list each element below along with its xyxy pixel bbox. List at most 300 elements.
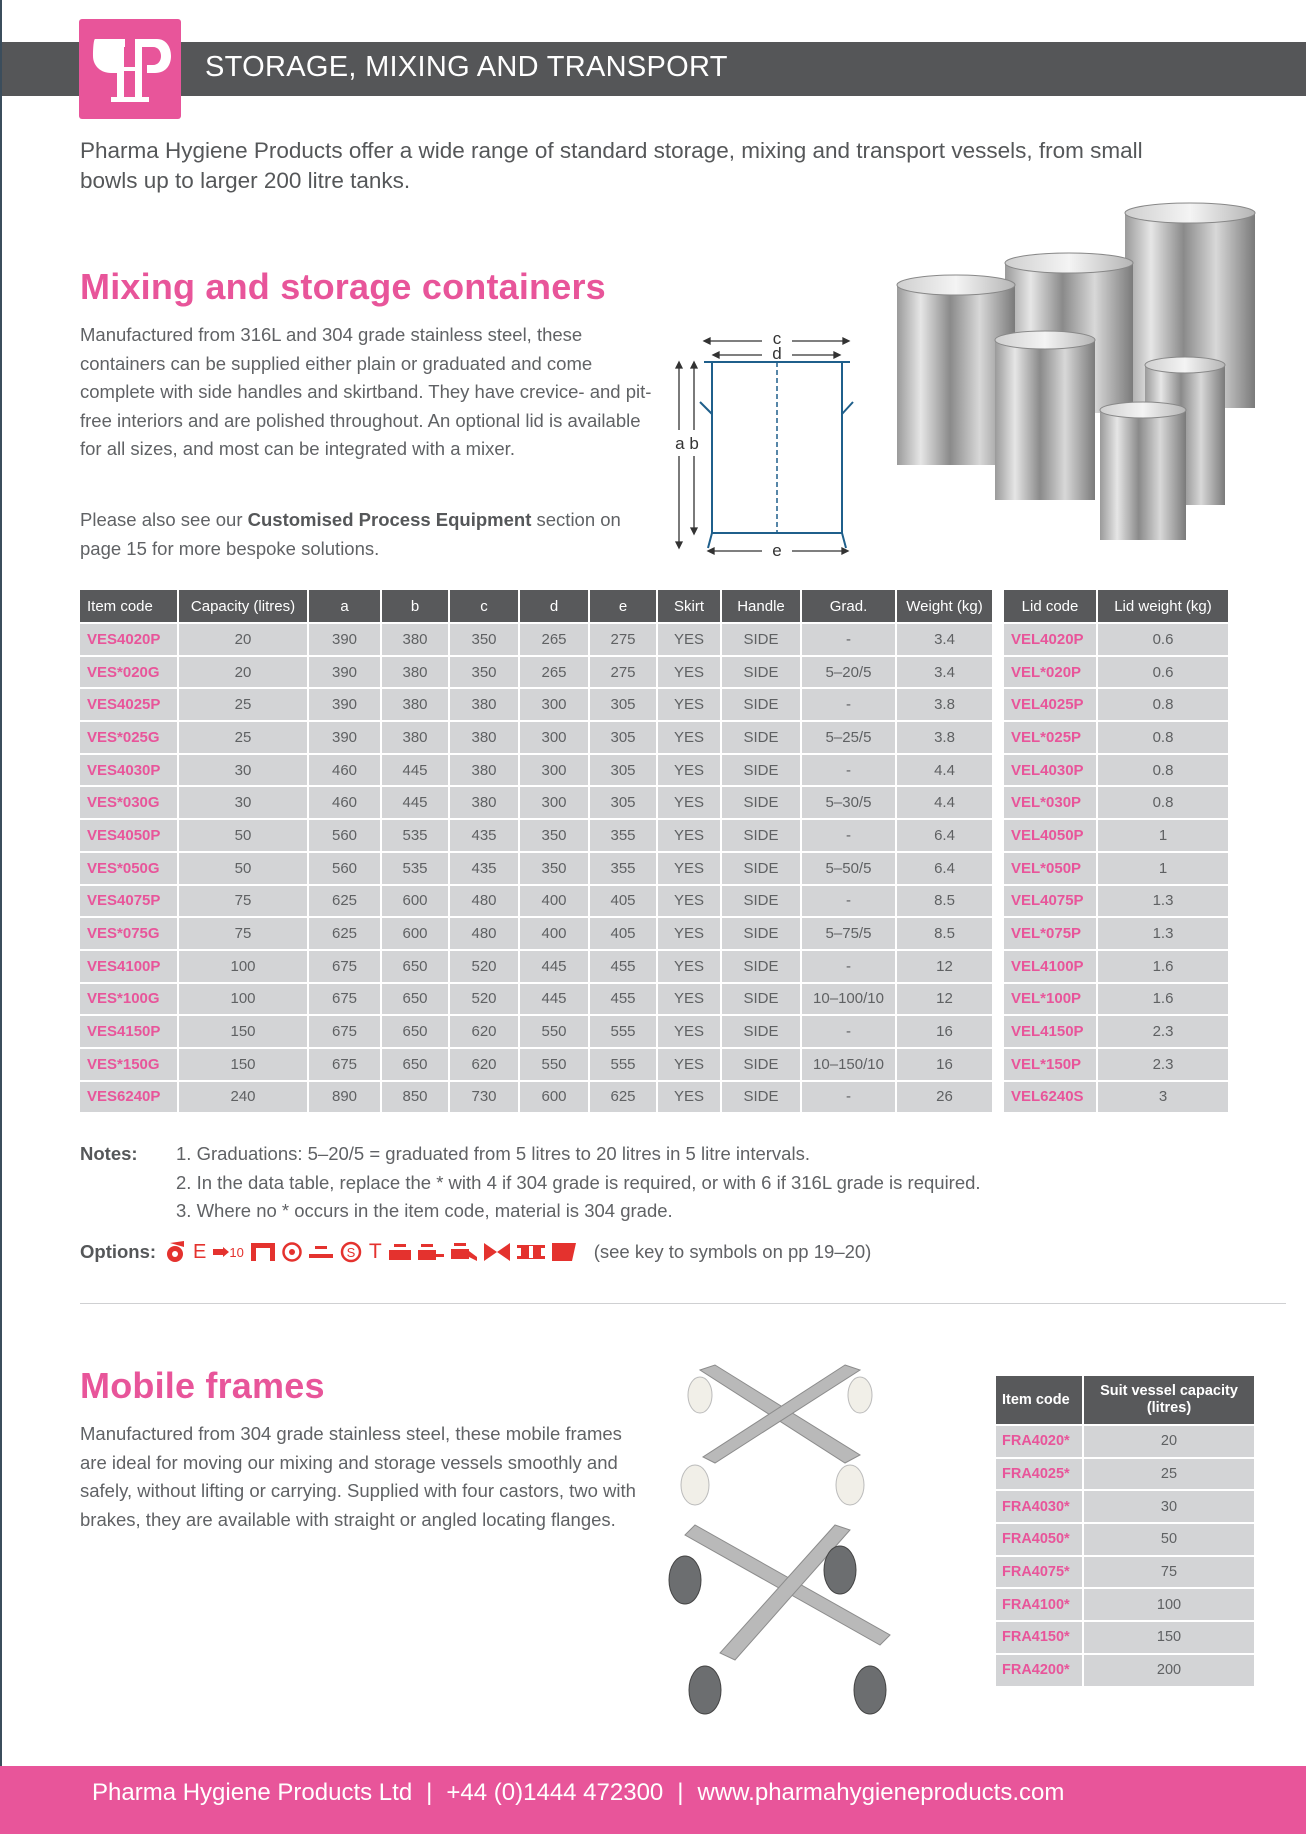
cell-e: 305: [590, 689, 656, 720]
table-row: [80, 951, 1228, 982]
options-icons: [166, 1240, 576, 1264]
cell-b: 600: [382, 886, 448, 917]
cell-suit-capacity: 75: [1084, 1557, 1254, 1588]
cell-e: 455: [590, 951, 656, 982]
table-gap: [994, 689, 1002, 720]
footer-website-link[interactable]: www.pharmahygieneproducts.com: [697, 1779, 1065, 1806]
note-1: 1. Graduations: 5–20/5 = graduated from 5 litres to 20 litres in 5 litre intervals.: [176, 1143, 810, 1164]
cell-b: 445: [382, 755, 448, 786]
cell-a: 675: [309, 951, 380, 982]
cell-lid-weight: 1: [1098, 853, 1228, 884]
brand-logo: [79, 19, 181, 119]
cell-skirt: YES: [658, 787, 720, 818]
containers-description: Manufactured from 316L and 304 grade stainless steel, these containers can be supplied either plain or graduated and come complete with side handles and skirtband. They have crevice- and pit-free interiors and are polished throughout. An optional lid is available for all sizes, and most can be integrated with a mixer.: [80, 324, 652, 459]
cell-lid-code: VEL*020P: [1004, 657, 1096, 688]
table-gap: [994, 918, 1002, 949]
col-skirt: Skirt: [658, 590, 720, 622]
cell-lid-weight: 0.6: [1098, 624, 1228, 655]
cell-lid-code: VEL4100P: [1004, 951, 1096, 982]
cell-grad: 5–20/5: [802, 657, 895, 688]
table-gap: [994, 657, 1002, 688]
col-e: e: [590, 590, 656, 622]
bracket-icon: [251, 1243, 275, 1261]
cell-frame-code: FRA4025*: [996, 1459, 1082, 1490]
cell-lid-weight: 2.3: [1098, 1016, 1228, 1047]
cell-handle: SIDE: [722, 689, 800, 720]
diagram-label-c: c: [772, 329, 782, 348]
cell-capacity: 75: [179, 886, 307, 917]
cell-lid-weight: 0.8: [1098, 689, 1228, 720]
spout-icon: [552, 1243, 576, 1261]
table-row: [80, 689, 1228, 720]
cell-a: 460: [309, 755, 380, 786]
table-row: [80, 918, 1228, 949]
cell-b: 535: [382, 853, 448, 884]
cell-weight: 16: [897, 1049, 992, 1080]
page-title: STORAGE, MIXING AND TRANSPORT: [205, 51, 728, 83]
cell-grad: -: [802, 624, 895, 655]
table-gap: [994, 984, 1002, 1015]
cell-e: 305: [590, 722, 656, 753]
cell-suit-capacity: 150: [1084, 1622, 1254, 1653]
cell-skirt: YES: [658, 1016, 720, 1047]
cell-skirt: YES: [658, 886, 720, 917]
cell-capacity: 20: [179, 624, 307, 655]
cell-grad: 5–75/5: [802, 918, 895, 949]
cell-capacity: 100: [179, 951, 307, 982]
table-gap: [994, 1049, 1002, 1080]
cell-lid-code: VEL*150P: [1004, 1049, 1096, 1080]
cell-b: 380: [382, 657, 448, 688]
cell-c: 350: [450, 657, 518, 688]
cell-e: 275: [590, 657, 656, 688]
cell-d: 400: [520, 918, 588, 949]
cell-handle: SIDE: [722, 820, 800, 851]
lid-bar-icon: [309, 1244, 333, 1260]
cell-capacity: 30: [179, 787, 307, 818]
cell-suit-capacity: 200: [1084, 1655, 1254, 1686]
cell-weight: 3.8: [897, 722, 992, 753]
table-row: [80, 1016, 1228, 1047]
cell-item-code: VES6240P: [80, 1082, 177, 1113]
cell-a: 390: [309, 722, 380, 753]
butterfly-valve-icon: [484, 1243, 510, 1261]
table-gap: [994, 1016, 1002, 1047]
cell-skirt: YES: [658, 984, 720, 1015]
table-row: [80, 787, 1228, 818]
cell-weight: 8.5: [897, 918, 992, 949]
table-row: [80, 820, 1228, 851]
cell-e: 405: [590, 886, 656, 917]
cell-skirt: YES: [658, 722, 720, 753]
table-row: [80, 624, 1228, 655]
cell-handle: SIDE: [722, 1049, 800, 1080]
cell-handle: SIDE: [722, 951, 800, 982]
cell-grad: -: [802, 951, 895, 982]
table-row: [996, 1491, 1254, 1522]
cell-skirt: YES: [658, 918, 720, 949]
cell-capacity: 150: [179, 1016, 307, 1047]
cell-lid-code: VEL*030P: [1004, 787, 1096, 818]
cell-suit-capacity: 25: [1084, 1459, 1254, 1490]
cell-d: 300: [520, 722, 588, 753]
cell-a: 460: [309, 787, 380, 818]
cell-d: 350: [520, 853, 588, 884]
arrow-10-label: 10: [229, 1244, 244, 1260]
cell-b: 650: [382, 1049, 448, 1080]
cell-c: 620: [450, 1016, 518, 1047]
cell-capacity: 25: [179, 689, 307, 720]
cell-handle: SIDE: [722, 755, 800, 786]
cell-handle: SIDE: [722, 722, 800, 753]
cell-lid-code: VEL4030P: [1004, 755, 1096, 786]
table-row: [996, 1426, 1254, 1457]
cell-item-code: VES*150G: [80, 1049, 177, 1080]
castor-icon: [166, 1241, 186, 1263]
valve-icon-2: [418, 1244, 444, 1260]
cell-e: 455: [590, 984, 656, 1015]
cell-a: 625: [309, 886, 380, 917]
cell-grad: -: [802, 1082, 895, 1113]
cell-d: 445: [520, 984, 588, 1015]
cell-grad: 10–150/10: [802, 1049, 895, 1080]
t-symbol-icon: T: [368, 1240, 382, 1263]
table-row: [80, 657, 1228, 688]
cell-item-code: VES4025P: [80, 689, 177, 720]
cell-capacity: 20: [179, 657, 307, 688]
table-row: [80, 755, 1228, 786]
cell-item-code: VES4050P: [80, 820, 177, 851]
s-circle-icon: [340, 1241, 362, 1263]
cell-e: 275: [590, 624, 656, 655]
cell-d: 300: [520, 755, 588, 786]
col-grad: Grad.: [802, 590, 895, 622]
see-also-prefix: Please also see our: [80, 509, 248, 530]
cell-item-code: VES*100G: [80, 984, 177, 1015]
cell-c: 435: [450, 820, 518, 851]
cell-weight: 6.4: [897, 853, 992, 884]
cell-capacity: 100: [179, 984, 307, 1015]
cell-grad: 10–100/10: [802, 984, 895, 1015]
valve-icon-1: [389, 1244, 411, 1260]
col-capacity: Capacity (litres): [179, 590, 307, 622]
table-row: [80, 886, 1228, 917]
col-a: a: [309, 590, 380, 622]
cell-item-code: VES4150P: [80, 1016, 177, 1047]
table-gap: [994, 820, 1002, 851]
cell-skirt: YES: [658, 657, 720, 688]
cell-capacity: 75: [179, 918, 307, 949]
cell-lid-code: VEL4020P: [1004, 624, 1096, 655]
cell-e: 305: [590, 787, 656, 818]
cell-lid-code: VEL4050P: [1004, 820, 1096, 851]
cell-lid-code: VEL4150P: [1004, 1016, 1096, 1047]
cell-a: 675: [309, 1049, 380, 1080]
note-2: 2. In the data table, replace the * with 4 if 304 grade is required, or with 6 if 316L grade is required.: [176, 1171, 981, 1193]
cell-handle: SIDE: [722, 886, 800, 917]
cell-d: 550: [520, 1016, 588, 1047]
frames-heading: Mobile frames: [80, 1365, 325, 1406]
cell-handle: SIDE: [722, 984, 800, 1015]
cell-lid-weight: 1.3: [1098, 918, 1228, 949]
table-row: [996, 1655, 1254, 1686]
cell-b: 600: [382, 918, 448, 949]
cell-weight: 3.8: [897, 689, 992, 720]
footer-separator: |: [426, 1779, 433, 1806]
cell-weight: 16: [897, 1016, 992, 1047]
cell-grad: 5–30/5: [802, 787, 895, 818]
cell-capacity: 240: [179, 1082, 307, 1113]
containers-photo: [885, 195, 1295, 555]
cell-suit-capacity: 30: [1084, 1491, 1254, 1522]
cell-weight: 4.4: [897, 787, 992, 818]
cell-capacity: 25: [179, 722, 307, 753]
cell-b: 650: [382, 1016, 448, 1047]
cell-capacity: 50: [179, 820, 307, 851]
cell-frame-code: FRA4100*: [996, 1589, 1082, 1620]
cell-item-code: VES*020G: [80, 657, 177, 688]
table-gap: [994, 951, 1002, 982]
cell-grad: -: [802, 689, 895, 720]
cell-grad: -: [802, 886, 895, 917]
cell-grad: -: [802, 755, 895, 786]
table-gap: [994, 787, 1002, 818]
cell-b: 380: [382, 624, 448, 655]
see-also-suffix: section on page 15 for more bespoke solutions.: [80, 509, 621, 559]
note-3: 3. Where no * occurs in the item code, material is 304 grade.: [176, 1200, 673, 1221]
cell-lid-weight: 2.3: [1098, 1049, 1228, 1080]
mobile-frames-photo: [655, 1345, 915, 1725]
col-d: d: [520, 590, 588, 622]
cell-item-code: VES*075G: [80, 918, 177, 949]
cell-grad: 5–25/5: [802, 722, 895, 753]
cell-item-code: VES*025G: [80, 722, 177, 753]
cell-handle: SIDE: [722, 1082, 800, 1113]
cell-weight: 26: [897, 1082, 992, 1113]
cell-e: 355: [590, 853, 656, 884]
cell-e: 625: [590, 1082, 656, 1113]
cell-frame-code: FRA4200*: [996, 1655, 1082, 1686]
cell-c: 520: [450, 951, 518, 982]
diagram-label-d: d: [772, 344, 782, 363]
cell-suit-capacity: 20: [1084, 1426, 1254, 1457]
col-lid-code: Lid code: [1004, 590, 1096, 622]
table-row: [80, 722, 1228, 753]
cell-weight: 6.4: [897, 820, 992, 851]
cell-b: 535: [382, 820, 448, 851]
cell-lid-weight: 0.6: [1098, 657, 1228, 688]
cell-weight: 12: [897, 951, 992, 982]
cell-handle: SIDE: [722, 853, 800, 884]
cell-b: 850: [382, 1082, 448, 1113]
table-row: [996, 1557, 1254, 1588]
cell-c: 380: [450, 689, 518, 720]
table-row: [996, 1589, 1254, 1620]
cell-suit-capacity: 100: [1084, 1589, 1254, 1620]
cell-skirt: YES: [658, 1049, 720, 1080]
clamp-icon: [517, 1243, 545, 1261]
cell-skirt: YES: [658, 755, 720, 786]
footer-phone[interactable]: +44 (0)1444 472300: [446, 1779, 664, 1806]
cell-lid-code: VEL*025P: [1004, 722, 1096, 753]
table-gap: [994, 590, 1002, 622]
section-divider: [80, 1303, 1286, 1304]
cell-lid-code: VEL*075P: [1004, 918, 1096, 949]
cell-e: 555: [590, 1049, 656, 1080]
footer-company: Pharma Hygiene Products Ltd: [92, 1779, 413, 1806]
cell-lid-weight: 0.8: [1098, 787, 1228, 818]
table-row: [996, 1622, 1254, 1653]
cell-weight: 12: [897, 984, 992, 1015]
cell-lid-code: VEL6240S: [1004, 1082, 1096, 1113]
frames-table: [994, 1374, 1256, 1688]
e-symbol-icon: E: [193, 1240, 207, 1263]
cell-skirt: YES: [658, 820, 720, 851]
cell-grad: -: [802, 1016, 895, 1047]
cell-skirt: YES: [658, 853, 720, 884]
cell-e: 405: [590, 918, 656, 949]
containers-heading: Mixing and storage containers: [80, 266, 606, 307]
options-key-note: (see key to symbols on pp 19–20): [593, 1241, 872, 1262]
footer-separator: |: [677, 1779, 684, 1806]
cell-lid-weight: 1.6: [1098, 984, 1228, 1015]
cell-item-code: VES4075P: [80, 886, 177, 917]
frames-header-row: [996, 1376, 1254, 1424]
cell-grad: 5–50/5: [802, 853, 895, 884]
s-circle-label: S: [346, 1245, 356, 1260]
cell-frame-code: FRA4075*: [996, 1557, 1082, 1588]
cell-skirt: YES: [658, 624, 720, 655]
cell-a: 625: [309, 918, 380, 949]
target-icon: [282, 1242, 302, 1262]
see-also-link-text: Customised Process Equipment: [247, 509, 532, 530]
cell-d: 350: [520, 820, 588, 851]
cell-handle: SIDE: [722, 657, 800, 688]
cell-lid-code: VEL4025P: [1004, 689, 1096, 720]
cell-suit-capacity: 50: [1084, 1524, 1254, 1555]
cell-b: 445: [382, 787, 448, 818]
cell-lid-weight: 0.8: [1098, 755, 1228, 786]
cell-a: 675: [309, 984, 380, 1015]
cell-a: 390: [309, 657, 380, 688]
cell-capacity: 50: [179, 853, 307, 884]
cell-capacity: 150: [179, 1049, 307, 1080]
cell-a: 390: [309, 689, 380, 720]
col-item-code: Item code: [80, 590, 177, 622]
cell-lid-weight: 3: [1098, 1082, 1228, 1113]
cell-item-code: VES*030G: [80, 787, 177, 818]
col-handle: Handle: [722, 590, 800, 622]
cell-b: 380: [382, 722, 448, 753]
cell-d: 300: [520, 689, 588, 720]
table-row: [996, 1459, 1254, 1490]
cell-e: 355: [590, 820, 656, 851]
cell-lid-weight: 0.8: [1098, 722, 1228, 753]
col-b: b: [382, 590, 448, 622]
cell-a: 675: [309, 1016, 380, 1047]
table-header-row: [80, 590, 1228, 622]
cell-skirt: YES: [658, 689, 720, 720]
cell-c: 380: [450, 787, 518, 818]
cell-d: 600: [520, 1082, 588, 1113]
table-gap: [994, 1082, 1002, 1113]
cell-d: 265: [520, 657, 588, 688]
cell-d: 550: [520, 1049, 588, 1080]
cell-lid-weight: 1: [1098, 820, 1228, 851]
cell-b: 650: [382, 951, 448, 982]
cell-c: 350: [450, 624, 518, 655]
cell-d: 445: [520, 951, 588, 982]
cell-handle: SIDE: [722, 624, 800, 655]
intro-text: Pharma Hygiene Products offer a wide range of standard storage, mixing and transport vessels, from small bowls up to larger 200 litre tanks.: [80, 138, 1143, 193]
cell-lid-weight: 1.6: [1098, 951, 1228, 982]
options-row: [80, 1237, 871, 1267]
options-label: Options:: [80, 1241, 157, 1262]
cell-c: 730: [450, 1082, 518, 1113]
cell-frame-code: FRA4050*: [996, 1524, 1082, 1555]
cell-handle: SIDE: [722, 918, 800, 949]
table-row: [996, 1524, 1254, 1555]
col-c: c: [450, 590, 518, 622]
dimension-diagram: [662, 318, 892, 558]
table-row: [80, 1082, 1228, 1113]
footer-contact: [92, 1779, 1064, 1807]
cell-b: 380: [382, 689, 448, 720]
table-row: [80, 853, 1228, 884]
cell-frame-code: FRA4020*: [996, 1426, 1082, 1457]
table-row: [80, 984, 1228, 1015]
cell-a: 390: [309, 624, 380, 655]
table-gap: [994, 722, 1002, 753]
cell-d: 400: [520, 886, 588, 917]
table-gap: [994, 853, 1002, 884]
cell-d: 300: [520, 787, 588, 818]
frames-description: Manufactured from 304 grade stainless steel, these mobile frames are ideal for moving our mixing and storage vessels smoothly and safely, without lifting or carrying. Supplied with four castors, two with brakes, they are available with straight or angled locating flanges.: [80, 1423, 636, 1530]
cell-d: 265: [520, 624, 588, 655]
frames-col-item-code: Item code: [996, 1376, 1082, 1424]
table-row: [80, 1049, 1228, 1080]
cell-c: 480: [450, 918, 518, 949]
cell-skirt: YES: [658, 951, 720, 982]
col-lid-weight: Lid weight (kg): [1098, 590, 1228, 622]
see-also-text: [80, 506, 660, 563]
cell-item-code: VES4020P: [80, 624, 177, 655]
cell-a: 890: [309, 1082, 380, 1113]
cell-frame-code: FRA4150*: [996, 1622, 1082, 1653]
cell-lid-code: VEL4075P: [1004, 886, 1096, 917]
cell-grad: -: [802, 820, 895, 851]
cell-e: 555: [590, 1016, 656, 1047]
cell-skirt: YES: [658, 1082, 720, 1113]
cell-handle: SIDE: [722, 787, 800, 818]
cell-item-code: VES4100P: [80, 951, 177, 982]
page-edge: [0, 0, 2, 1834]
table-gap: [994, 624, 1002, 655]
containers-table: [78, 588, 1230, 1114]
diagram-label-e: e: [772, 541, 782, 558]
cell-a: 560: [309, 853, 380, 884]
cell-lid-code: VEL*100P: [1004, 984, 1096, 1015]
cell-e: 305: [590, 755, 656, 786]
cell-c: 380: [450, 722, 518, 753]
cell-c: 620: [450, 1049, 518, 1080]
cell-item-code: VES4030P: [80, 755, 177, 786]
cell-weight: 3.4: [897, 624, 992, 655]
cell-lid-code: VEL*050P: [1004, 853, 1096, 884]
cell-handle: SIDE: [722, 1016, 800, 1047]
table-gap: [994, 886, 1002, 917]
cell-a: 560: [309, 820, 380, 851]
